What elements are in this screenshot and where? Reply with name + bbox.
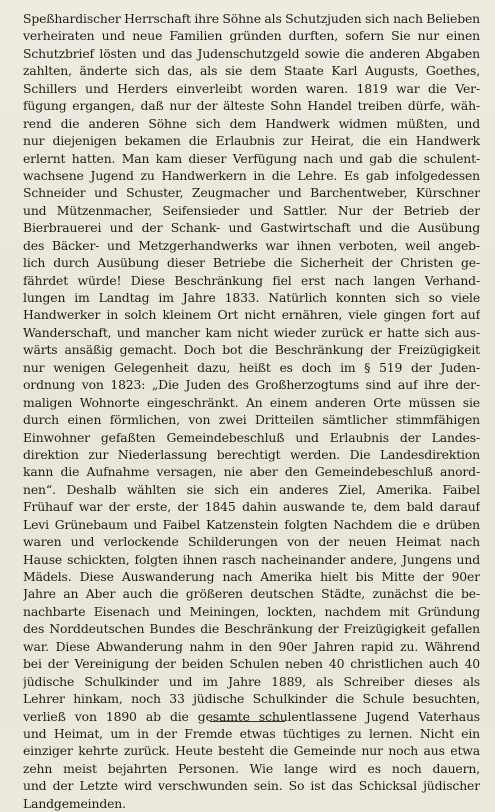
text-line: Landgemeinden. [23, 795, 126, 811]
text-line: erlernt hatten. Man kam dieser Verfügung nach und gab die schulent- [23, 150, 480, 166]
text-line: jüdische Schulkinder und im Jahre 1889, als Schreiber dieses als [23, 673, 480, 689]
text-line: lich durch Ausübung dieser Betriebe die Sicherheit der Christen ge- [23, 255, 480, 271]
text-line: einziger kehrte zurück. Heute besteht die Gemeinde nur noch aus etwa [23, 743, 480, 759]
text-line: bei der Vereinigung der beiden Schulen neben 40 christlichen auch 40 [23, 656, 480, 672]
text-line: war. Diese Abwanderung nahm in den 90er Jahren rapid zu. Während [23, 638, 480, 654]
text-line: Speßhardischer Herrschaft ihre Söhne als Schutzjuden sich nach Belieben [23, 11, 480, 26]
text-line: Hause schickten, folgten ihnen rasch nacheinander andere, Jungens und [23, 551, 480, 567]
text-line: Frühauf war der erste, der 1845 dahin auswande te, dem bald darauf [23, 499, 480, 515]
text-line: Wanderschaft, und mancher kam nicht wieder zurück er hatte sich aus- [23, 324, 480, 340]
text-line: waren und verlockende Schilderungen von der neuen Heimat nach [23, 534, 480, 550]
text-line: Lehrer hinkam, noch 33 jüdische Schulkinder die Schule besuchten, [23, 691, 480, 707]
text-line: fügung ergangen, daß nur der älteste Sohn Handel treiben dürfe, wäh- [23, 98, 480, 114]
text-line: zahlten, änderte sich das, als sie dem Staate Karl Augusts, Goethes, [23, 63, 480, 79]
text-line: des Norddeutschen Bundes die Beschränkung der Freizügigkeit gefallen [23, 621, 480, 637]
text-line: Mädels. Diese Auswanderung nach Amerika hielt bis Mitte der 90er [23, 569, 480, 584]
text-line: und Mützenmacher, Seifensieder und Sattler. Nur der Betrieb der [23, 202, 480, 218]
text-line: maligen Wohnorte eingeschränkt. An einem anderen Orte müssen sie [23, 394, 480, 410]
text-line: und Heimat, um in der Fremde etwas tüchtiges zu lernen. Nicht ein [23, 725, 480, 741]
text-line: durch einen förmlichen, von zwei Dritteilen sämtlicher stimmfähigen [23, 412, 480, 428]
text-line: nur diejenigen bekamen die Erlaubnis zur Heirat, die ein Handwerk [23, 133, 480, 149]
text-line: nen“. Deshalb wählten sie sich ein anderes Ziel, Amerika. Faibel [23, 481, 480, 497]
text-line: Levi Grünebaum und Faibel Katzenstein folgten Nachdem die e drüben [23, 516, 480, 532]
text-line: Schillers und Herders einverleibt worden waren. 1819 war die Ver- [23, 80, 480, 96]
text-line: Bierbrauerei und der Schank- und Gastwirtschaft und die Ausübung [23, 220, 480, 236]
text-line: wachsene Jugend zu Handwerkern in die Lehre. Es gab infolgedessen [23, 167, 480, 183]
text-line: und der Letzte wird verschwunden sein. So ist das Schicksal jüdischer [23, 778, 480, 794]
text-line: Schutzbrief lösten und das Judenschutzgeld sowie die anderen Abgaben [23, 45, 480, 61]
text-line: wärts ansäßig gemacht. Doch bot die Beschränkung der Freizügigkeit [23, 342, 480, 358]
section-divider-rule [210, 721, 285, 722]
text-line: rend die anderen Söhne sich dem Handwerk widmen müßten, und [23, 115, 480, 131]
text-line: Einwohner gefaßten Gemeindebeschluß und Erlaubnis der Landes- [23, 429, 480, 445]
text-line: kann die Aufnahme versagen, nie aber den Gemeindebeschluß anord- [23, 464, 480, 480]
text-line: verheiraten und neue Familien gründen durften, sofern Sie nur einen [23, 28, 480, 44]
text-line: direktion zur Niederlassung berechtigt werden. Die Landesdirektion [23, 446, 480, 462]
text-line: zehn meist bejahrten Personen. Wie lange wird es noch dauern, [23, 760, 480, 776]
text-line: Schneider und Schuster, Zeugmacher und Barchentweber, Kürschner [23, 185, 480, 201]
text-line: verließ von 1890 ab die gesamte schulentlassene Jugend Vaterhaus [23, 708, 480, 724]
text-line: fährdet würde! Diese Beschränkung fiel erst nach langen Verhand- [23, 272, 480, 288]
text-line: nachbarte Eisenach und Meiningen, lockten, nachdem mit Gründung [23, 603, 480, 619]
text-line: des Bäcker- und Metzgerhandwerks war ihnen verboten, weil angeb- [23, 237, 480, 253]
text-line: ordnung von 1823: „Die Juden des Großherzogtums sind auf ihre der- [23, 377, 480, 393]
text-line: Handwerker in solch kleinem Ort nicht ernähren, viele gingen fort auf [23, 307, 480, 323]
text-line: lungen im Landtag im Jahre 1833. Natürlich konnten sich so viele [23, 290, 480, 305]
text-line: nur wenigen Gelegenheit dazu, heißt es doch im § 519 der Juden- [23, 359, 480, 375]
text-line: Jahre an Aber auch die größeren deutschen Städte, zunächst die be- [23, 586, 480, 602]
article-text [23, 10, 480, 812]
